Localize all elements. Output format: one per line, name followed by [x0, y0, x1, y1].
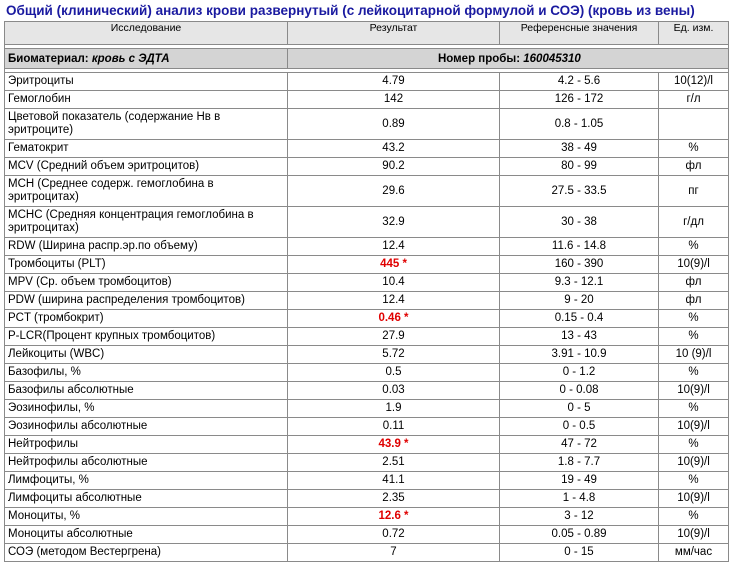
result-value: 32.9: [382, 215, 405, 228]
reference-range: 0 - 15: [500, 544, 659, 562]
reference-range: 1 - 4.8: [500, 490, 659, 508]
result-value: 2.35: [382, 492, 405, 504]
unit: 10(9)/l: [659, 490, 729, 508]
biomaterial-cell: [5, 49, 288, 69]
result-cell: [288, 508, 500, 526]
result-value: 27.9: [382, 330, 405, 342]
biomaterial-label: Биоматериал:: [8, 52, 89, 65]
reference-range: 47 - 72: [500, 436, 659, 454]
abnormal-flag: *: [402, 258, 407, 270]
reference-range: 19 - 49: [500, 472, 659, 490]
result-cell: [288, 526, 500, 544]
result-cell: [288, 382, 500, 400]
unit: %: [659, 364, 729, 382]
sample-label: Номер пробы:: [438, 52, 521, 65]
reference-range: 9 - 20: [500, 292, 659, 310]
result-cell: [288, 400, 500, 418]
result-cell: [288, 292, 500, 310]
table-row: [5, 364, 729, 382]
sample-number: 160045310: [523, 52, 581, 65]
test-name: Эозинофилы абсолютные: [5, 418, 288, 436]
header-reference: Референсные значения: [500, 22, 659, 45]
table-row: [5, 292, 729, 310]
result-cell: [288, 472, 500, 490]
test-name: PDW (ширина распределения тромбоцитов): [5, 292, 288, 310]
reference-range: 4.2 - 5.6: [500, 73, 659, 91]
unit: %: [659, 508, 729, 526]
table-row: [5, 238, 729, 256]
table-row: [5, 140, 729, 158]
results-table: [4, 21, 729, 562]
reference-range: 38 - 49: [500, 140, 659, 158]
result-cell: [288, 238, 500, 256]
result-cell: [288, 158, 500, 176]
test-name: Лейкоциты (WBC): [5, 346, 288, 364]
test-name: MPV (Ср. объем тромбоцитов): [5, 274, 288, 292]
result-value: 0.03: [382, 384, 405, 396]
table-row: [5, 418, 729, 436]
abnormal-flag: *: [404, 312, 409, 324]
unit: 10(9)/l: [659, 454, 729, 472]
table-row: [5, 490, 729, 508]
result-value: 90.2: [382, 160, 405, 172]
result-value: 142: [383, 93, 404, 105]
test-name: Гемоглобин: [5, 91, 288, 109]
reference-range: 27.5 - 33.5: [500, 176, 659, 207]
reference-range: 3 - 12: [500, 508, 659, 526]
result-value: 10.4: [382, 276, 405, 288]
unit: %: [659, 328, 729, 346]
abnormal-flag: *: [404, 438, 409, 450]
reference-range: 9.3 - 12.1: [500, 274, 659, 292]
test-name: Тромбоциты (PLT): [5, 256, 288, 274]
reference-range: 13 - 43: [500, 328, 659, 346]
result-cell: [288, 207, 500, 238]
test-name: Эритроциты: [5, 73, 288, 91]
table-row: [5, 346, 729, 364]
result-value: 12.6: [378, 510, 401, 522]
unit: 10(9)/l: [659, 382, 729, 400]
unit: 10 (9)/l: [659, 346, 729, 364]
table-row: [5, 472, 729, 490]
result-cell: [288, 544, 500, 562]
result-value: 4.79: [382, 75, 405, 87]
test-name: СОЭ (методом Вестергрена): [5, 544, 288, 562]
test-name: Нейтрофилы: [5, 436, 288, 454]
result-value: 12.4: [382, 240, 405, 252]
result-cell: [288, 418, 500, 436]
reference-range: 0 - 5: [500, 400, 659, 418]
test-name: Цветовой показатель (содержание Нв в эритроците): [5, 109, 288, 140]
table-row: [5, 274, 729, 292]
reference-range: 3.91 - 10.9: [500, 346, 659, 364]
table-header-row: [5, 22, 729, 45]
result-cell: [288, 490, 500, 508]
reference-range: 80 - 99: [500, 158, 659, 176]
result-value: 1.9: [385, 402, 402, 414]
result-cell: [288, 454, 500, 472]
reference-range: 30 - 38: [500, 207, 659, 238]
table-row: [5, 91, 729, 109]
header-test: Исследование: [5, 22, 288, 45]
result-value: 7: [390, 546, 397, 558]
unit: 10(9)/l: [659, 256, 729, 274]
reference-range: 126 - 172: [500, 91, 659, 109]
table-row: [5, 176, 729, 207]
reference-range: 0 - 1.2: [500, 364, 659, 382]
unit: фл: [659, 274, 729, 292]
result-cell: [288, 310, 500, 328]
table-row: [5, 310, 729, 328]
test-name: Лимфоциты, %: [5, 472, 288, 490]
unit: фл: [659, 158, 729, 176]
table-row: [5, 256, 729, 274]
unit: 10(9)/l: [659, 418, 729, 436]
unit: фл: [659, 292, 729, 310]
result-value: 0.11: [382, 420, 405, 432]
reference-range: 0 - 0.08: [500, 382, 659, 400]
reference-range: 0.05 - 0.89: [500, 526, 659, 544]
unit: %: [659, 140, 729, 158]
result-cell: [288, 328, 500, 346]
result-value: 0.72: [382, 528, 405, 540]
test-name: Лимфоциты абсолютные: [5, 490, 288, 508]
test-name: MCHC (Средняя концентрация гемоглобина в эритроцитах): [5, 207, 288, 238]
abnormal-flag: *: [404, 510, 409, 522]
unit: %: [659, 310, 729, 328]
result-value: 0.46: [378, 312, 401, 324]
unit: %: [659, 400, 729, 418]
result-cell: [288, 109, 500, 140]
unit: %: [659, 436, 729, 454]
table-row: [5, 328, 729, 346]
header-unit: Ед. изм.: [659, 22, 729, 45]
test-name: Нейтрофилы абсолютные: [5, 454, 288, 472]
test-name: P-LCR(Процент крупных тромбоцитов): [5, 328, 288, 346]
table-row: [5, 508, 729, 526]
result-value: 445: [380, 258, 400, 270]
table-row: [5, 454, 729, 472]
table-row: [5, 400, 729, 418]
table-row: [5, 436, 729, 454]
result-value: 43.2: [382, 142, 405, 154]
test-name: RDW (Ширина распр.эр.по объему): [5, 238, 288, 256]
unit: 10(12)/l: [659, 73, 729, 91]
unit: г/л: [659, 91, 729, 109]
reference-range: 11.6 - 14.8: [500, 238, 659, 256]
result-cell: [288, 140, 500, 158]
table-row: [5, 109, 729, 140]
result-value: 0.5: [385, 366, 402, 378]
test-name: Базофилы абсолютные: [5, 382, 288, 400]
reference-range: 160 - 390: [500, 256, 659, 274]
result-cell: [288, 256, 500, 274]
unit: пг: [659, 176, 729, 207]
test-name: Эозинофилы, %: [5, 400, 288, 418]
result-value: 41.1: [382, 474, 405, 486]
report-title: Общий (клинический) анализ крови развернутый (с лейкоцитарной формулой и СОЭ) (кровь из вены): [6, 3, 695, 18]
table-row: [5, 73, 729, 91]
reference-range: 0 - 0.5: [500, 418, 659, 436]
result-value: 43.9: [378, 438, 401, 450]
biomaterial-value: кровь с ЭДТА: [91, 52, 170, 65]
result-cell: [288, 274, 500, 292]
biomaterial-row: [5, 49, 729, 69]
test-name: Базофилы, %: [5, 364, 288, 382]
test-name: Моноциты, %: [5, 508, 288, 526]
test-name: Моноциты абсолютные: [5, 526, 288, 544]
result-cell: [288, 176, 500, 207]
result-cell: [288, 73, 500, 91]
result-cell: [288, 364, 500, 382]
result-cell: [288, 346, 500, 364]
table-row: [5, 207, 729, 238]
reference-range: 0.15 - 0.4: [500, 310, 659, 328]
header-result: Результат: [288, 22, 500, 45]
result-value: 29.6: [382, 184, 405, 197]
result-value: 2.51: [382, 456, 405, 468]
sample-cell: [288, 49, 729, 69]
table-row: [5, 544, 729, 562]
result-value: 12.4: [382, 294, 405, 306]
result-cell: [288, 436, 500, 454]
table-row: [5, 526, 729, 544]
unit: %: [659, 472, 729, 490]
unit: %: [659, 238, 729, 256]
test-name: PCT (тромбокрит): [5, 310, 288, 328]
test-name: Гематокрит: [5, 140, 288, 158]
test-name: MCH (Среднее содерж. гемоглобина в эритроцитах): [5, 176, 288, 207]
unit: [659, 109, 729, 140]
result-value: 5.72: [382, 348, 405, 360]
unit: 10(9)/l: [659, 526, 729, 544]
unit: г/дл: [659, 207, 729, 238]
unit: мм/час: [659, 544, 729, 562]
result-value: 0.89: [382, 117, 405, 130]
table-row: [5, 382, 729, 400]
result-cell: [288, 91, 500, 109]
reference-range: 1.8 - 7.7: [500, 454, 659, 472]
table-row: [5, 158, 729, 176]
test-name: MCV (Средний объем эритроцитов): [5, 158, 288, 176]
reference-range: 0.8 - 1.05: [500, 109, 659, 140]
